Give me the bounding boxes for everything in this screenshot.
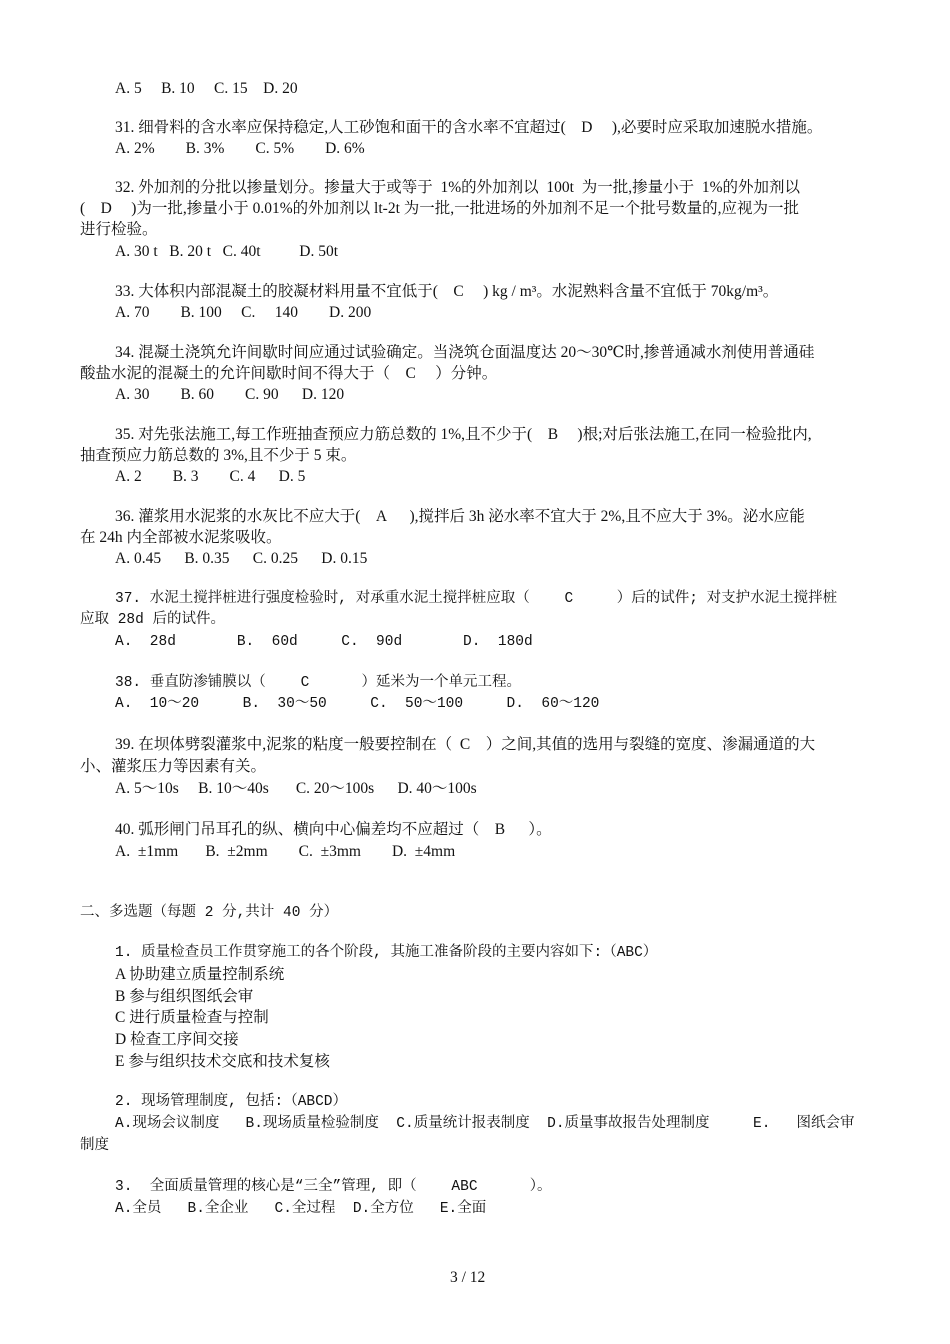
mq2-options-line2: 制度	[80, 1138, 109, 1154]
mq1-option-e: E 参与组织技术交底和技术复核	[115, 1053, 330, 1070]
q37-text-line1: 37. 水泥土搅拌桩进行强度检验时, 对承重水泥土搅拌桩应取（ C ）后的试件; 对支护水泥土搅拌桩	[115, 591, 838, 607]
mq1-option-b: B 参与组织图纸会审	[115, 988, 254, 1005]
q32-options: A. 30 t B. 20 t C. 40t D. 50t	[115, 243, 339, 260]
q33-text: 33. 大体积内部混凝土的胶凝材料用量不宜低于( C ) kg / m³。水泥熟料含量不宜低于 70kg/m³。	[115, 283, 779, 300]
section-heading: 二、多选题（每题 2 分,共计 40 分）	[80, 905, 339, 921]
q32-text-line2: ( D )为一批,掺量小于 0.01%的外加剂以 lt-2t 为一批,一批进场的外加剂不足一个批号数量的,应视为一批	[80, 200, 800, 217]
q31-options: A. 2% B. 3% C. 5% D. 6%	[115, 140, 365, 157]
mq1-option-c: C 进行质量检查与控制	[115, 1009, 269, 1026]
mq2-text: 2. 现场管理制度, 包括:（ABCD）	[115, 1094, 348, 1110]
mq1-option-d: D 检查工序间交接	[115, 1031, 239, 1048]
q30-options: A. 5 B. 10 C. 15 D. 20	[115, 80, 298, 97]
q31-text: 31. 细骨料的含水率应保持稳定,人工砂饱和面干的含水率不宜超过( D ),必要时应采取加速脱水措施。	[115, 119, 823, 136]
q37-text-line2: 应取 28d 后的试件。	[80, 612, 226, 628]
q34-text-line1: 34. 混凝土浇筑允许间歇时间应通过试验确定。当浇筑仓面温度达 20～30℃时,掺普通减水剂使用普通硅	[115, 344, 815, 361]
q35-text-line1: 35. 对先张法施工,每工作班抽查预应力筋总数的 1%,且不少于( B )根;对后张法施工,在同一检验批内,	[115, 426, 812, 443]
page-number: 3 / 12	[450, 1269, 486, 1286]
mq1-text: 1. 质量检查员工作贯穿施工的各个阶段, 其施工准备阶段的主要内容如下:（ABC）	[115, 945, 658, 961]
mq3-options: A.全员 B.全企业 C.全过程 D.全方位 E.全面	[115, 1201, 487, 1217]
mq3-text: 3. 全面质量管理的核心是“三全”管理, 即（ ABC ）。	[115, 1179, 552, 1195]
q39-text-line2: 小、灌浆压力等因素有关。	[80, 758, 267, 775]
q32-text-line1: 32. 外加剂的分批以掺量划分。掺量大于或等于 1%的外加剂以 100t 为一批,掺量小于 1%的外加剂以	[115, 179, 801, 196]
q37-options: A. 28d B. 60d C. 90d D. 180d	[115, 634, 533, 650]
q39-options: A. 5～10s B. 10～40s C. 20～100s D. 40～100s	[115, 780, 477, 797]
q36-text-line2: 在 24h 内全部被水泥浆吸收。	[80, 529, 282, 546]
q34-text-line2: 酸盐水泥的混凝土的允许间歇时间不得大于（ C ）分钟。	[80, 365, 498, 382]
q38-options: A. 10～20 B. 30～50 C. 50～100 D. 60～120	[115, 696, 600, 712]
q35-text-line2: 抽查预应力筋总数的 3%,且不少于 5 束。	[80, 447, 357, 464]
q40-options: A. ±1mm B. ±2mm C. ±3mm D. ±4mm	[115, 843, 456, 860]
q36-options: A. 0.45 B. 0.35 C. 0.25 D. 0.15	[115, 550, 368, 567]
q38-text: 38. 垂直防渗铺膜以（ C ）延米为一个单元工程。	[115, 675, 522, 691]
q32-text-line3: 进行检验。	[80, 221, 158, 238]
mq2-options-line1: A.现场会议制度 B.现场质量检验制度 C.质量统计报表制度 D.质量事故报告处理制度 E. 图纸会审	[115, 1116, 855, 1132]
q36-text-line1: 36. 灌浆用水泥浆的水灰比不应大于( A ),搅拌后 3h 泌水率不宜大于 2%,且不应大于 3%。泌水应能	[115, 508, 805, 525]
q39-text-line1: 39. 在坝体劈裂灌浆中,泥浆的粘度一般要控制在（ C ）之间,其值的选用与裂缝的宽度、渗漏通道的大	[115, 736, 816, 753]
q34-options: A. 30 B. 60 C. 90 D. 120	[115, 386, 345, 403]
mq1-option-a: A 协助建立质量控制系统	[115, 966, 285, 983]
q40-text: 40. 弧形闸门吊耳孔的纵、横向中心偏差均不应超过（ B ）。	[115, 821, 552, 838]
q33-options: A. 70 B. 100 C. 140 D. 200	[115, 304, 372, 321]
q35-options: A. 2 B. 3 C. 4 D. 5	[115, 468, 306, 485]
